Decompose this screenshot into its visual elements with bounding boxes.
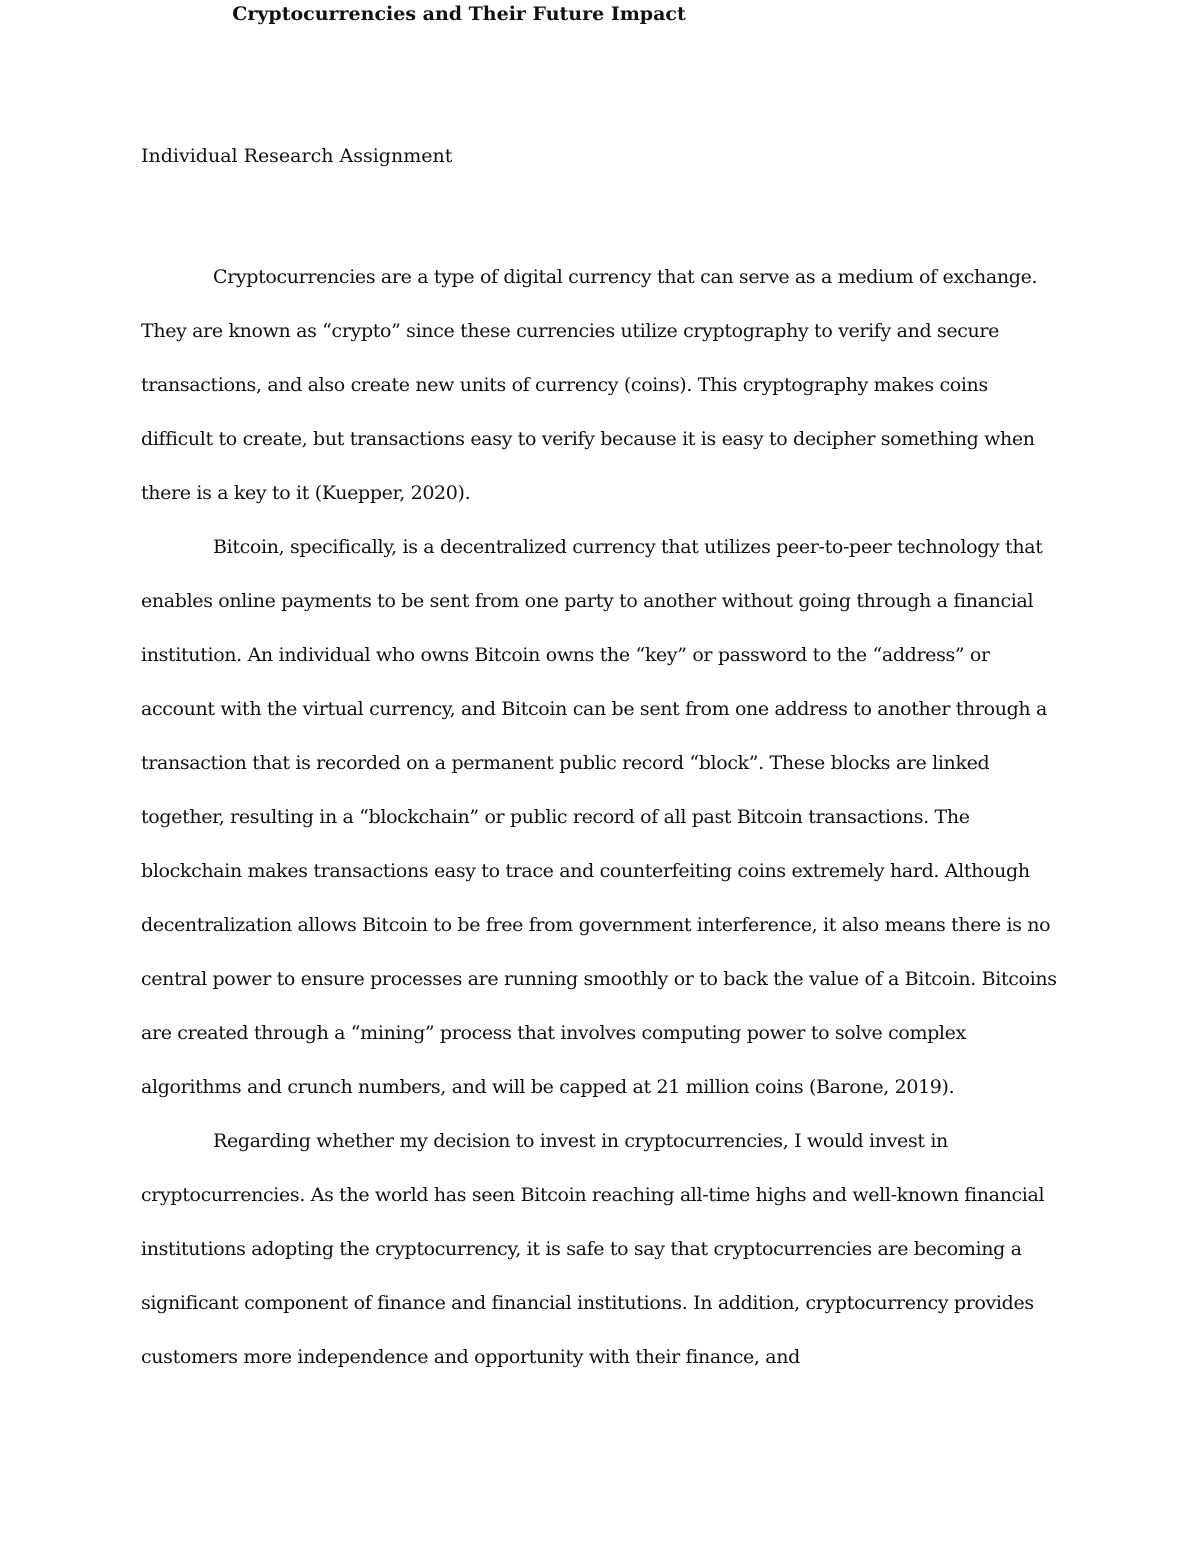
paragraph-bitcoin: Bitcoin, specifically, is a decentralized currency that utilizes peer-to-peer technology that enables online payments to be sent from one party to another without going through a financial institution. An individual who owns Bitcoin owns the “key” or password to the “address” or account with the virtual currency, and Bitcoin can be sent from one address to another through a transaction that is recorded on a permanent public record “block”. These blocks are linked together, resulting in a “blockchain” or public record of all past Bitcoin transactions. The blockchain makes transactions easy to trace and counterfeiting coins extremely hard. Although decentralization allows Bitcoin to be free from government interference, it also means there is no central power to ensure processes are running smoothly or to back the value of a Bitcoin. Bitcoins are created through a “mining” process that involves computing power to solve complex algorithms and crunch numbers, and will be capped at 21 million coins (Barone, 2019). — [141, 536, 1057, 1098]
paragraph-investment: Regarding whether my decision to invest in cryptocurrencies, I would invest in cryptocurrencies. As the world has seen Bitcoin reaching all-time highs and well-known financial institutions adopting the cryptocurrency, it is safe to say that cryptocurrencies are becoming a significant component of finance and financial institutions. In addition, cryptocurrency provides customers more independence and opportunity with their finance, and — [141, 1130, 1045, 1368]
assignment-label: Individual Research Assignment — [141, 145, 453, 167]
paragraph-intro: Cryptocurrencies are a type of digital currency that can serve as a medium of exchange. They are known as “crypto” since these currencies utilize cryptography to verify and secure transactions, and also create new units of currency (coins). This cryptography makes coins difficult to create, but transactions easy to verify because it is easy to decipher something when there is a key to it (Kuepper, 2020). — [141, 266, 1038, 504]
document-title: Cryptocurrencies and Their Future Impact — [232, 3, 686, 25]
document-body — [141, 250, 1059, 1384]
